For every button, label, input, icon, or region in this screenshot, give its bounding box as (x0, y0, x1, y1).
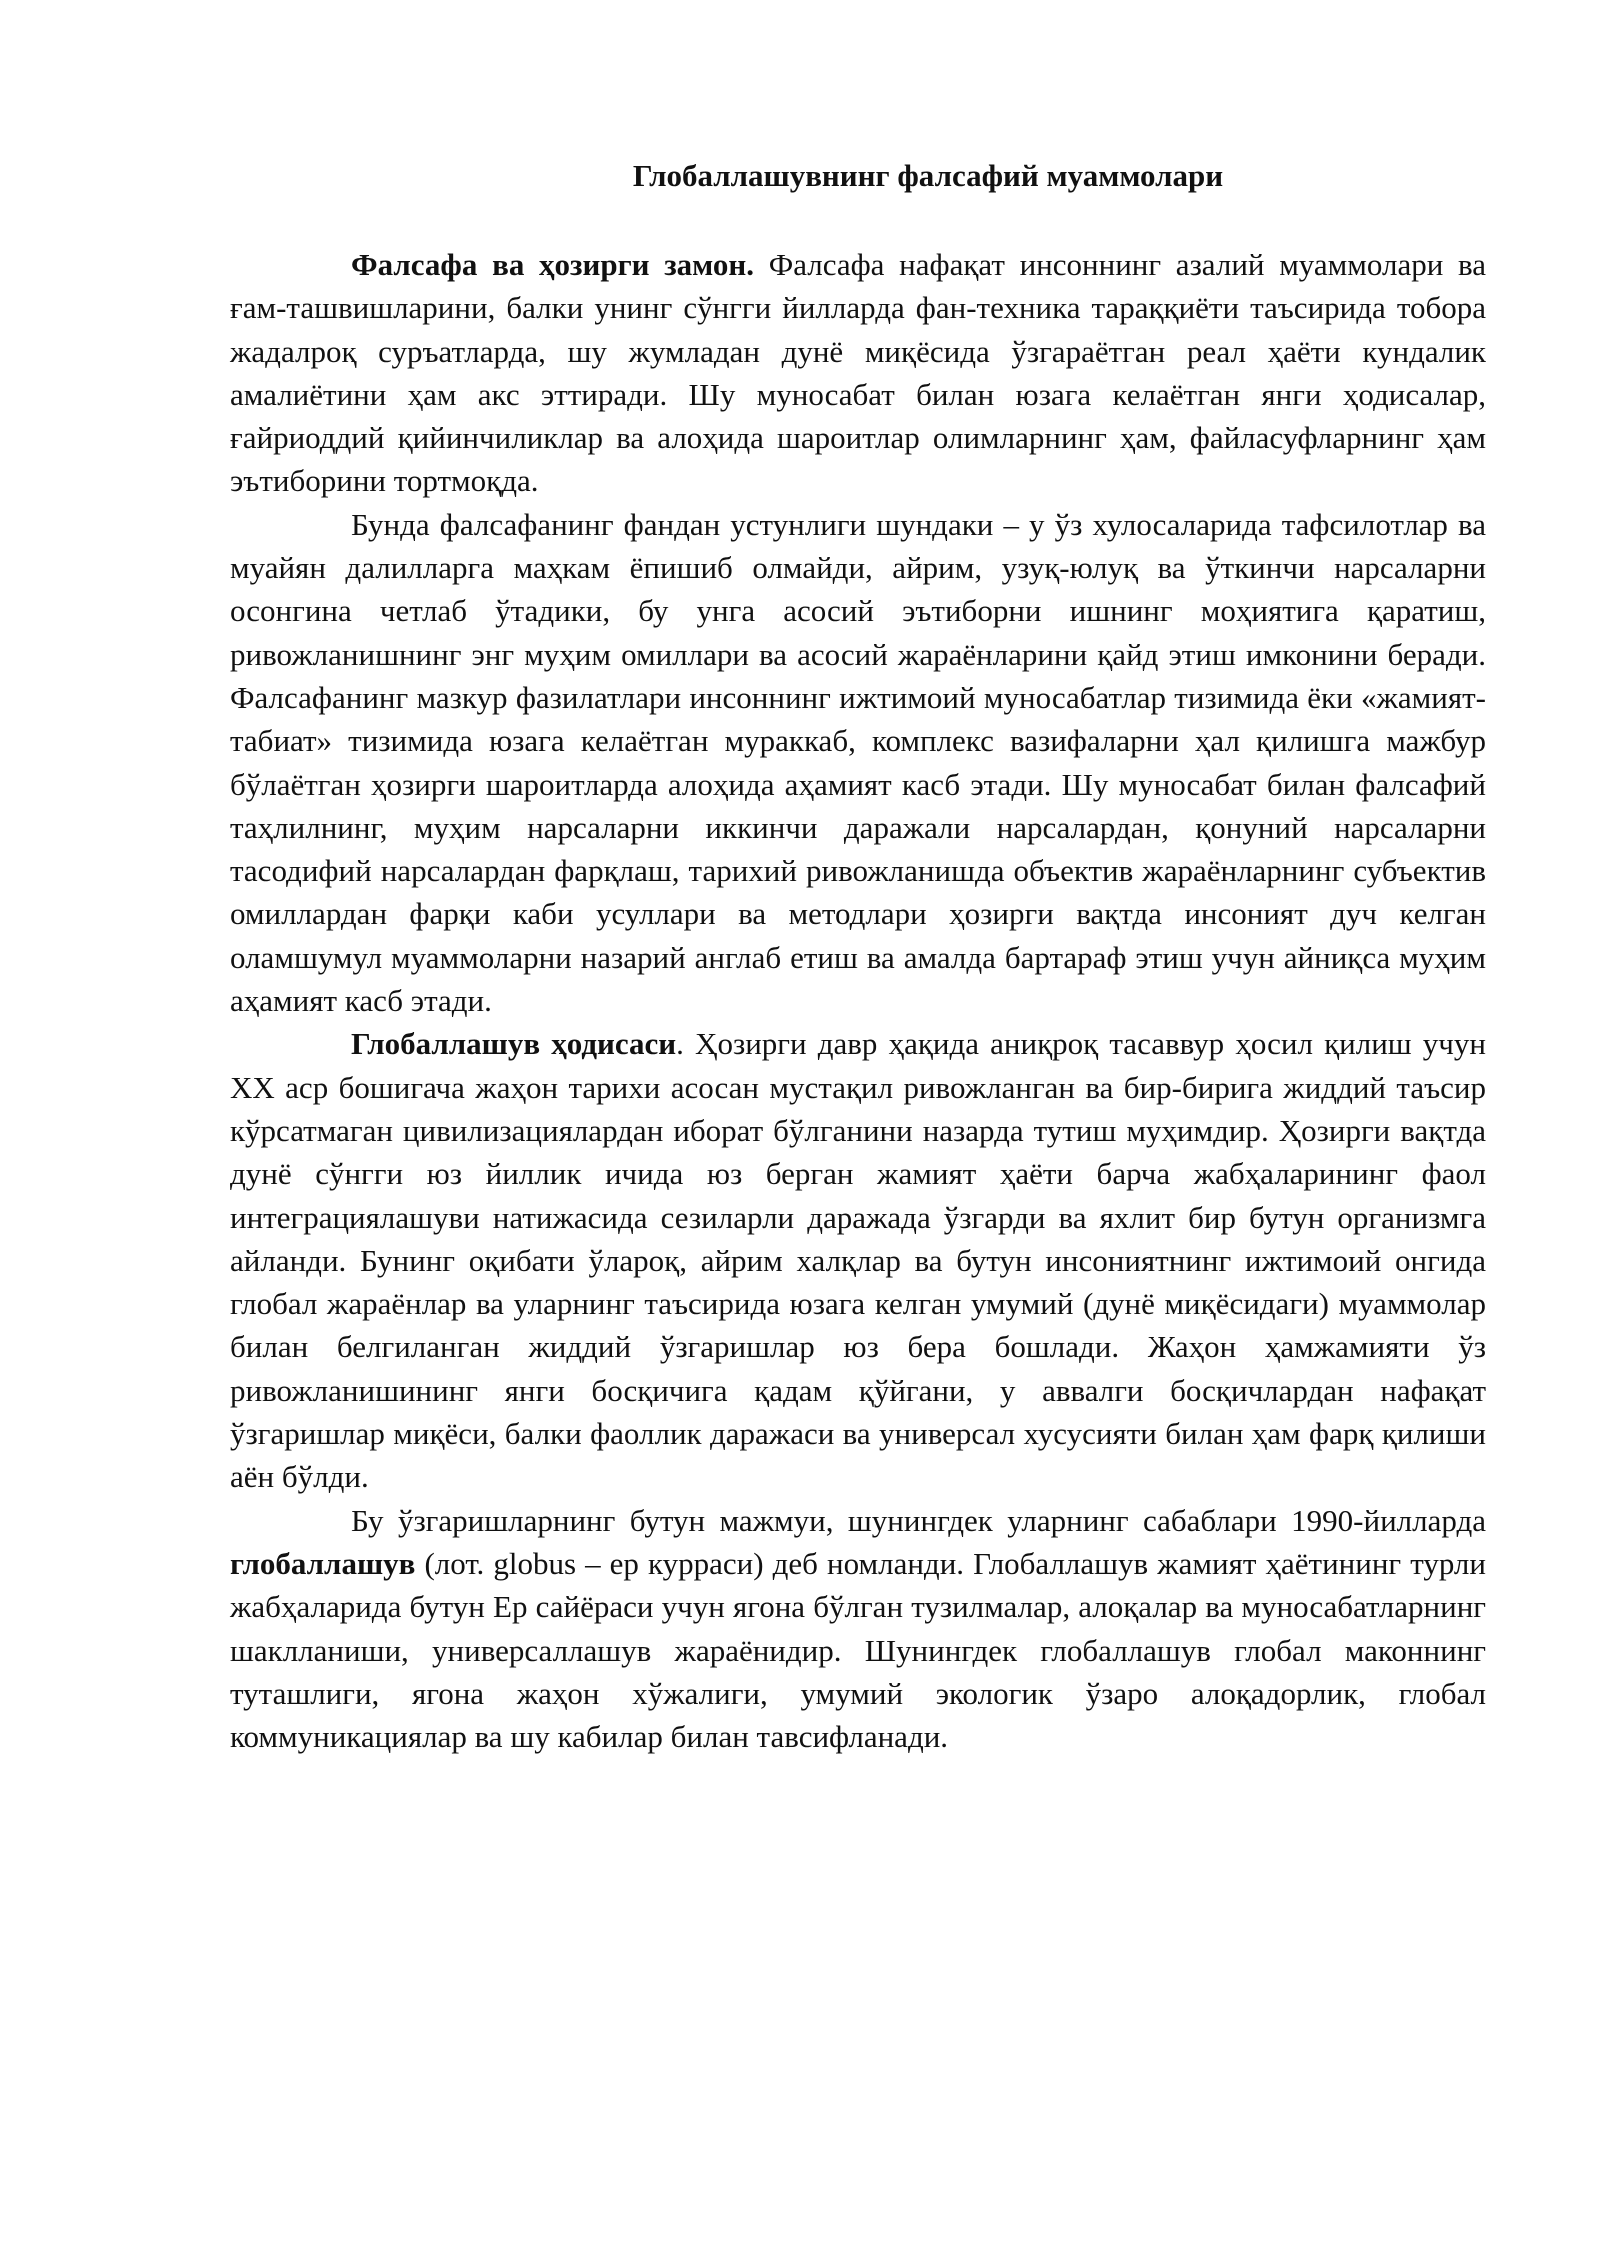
page-title: Глобаллашувнинг фалсафий муаммолари (632, 158, 1224, 193)
paragraph-4-text-end: (лот. globus – ер курраси) деб номланди. Глобаллашув жамият ҳаётининг турли жабҳаларида бутун Ер сайёраси учун ягона бўлган тузилмалар, алоқалар ва муносабатларнинг шаклланиши, универсаллашув жараёнидир. Шунингдек глобаллашув глобал маконнинг туташлиги, ягона жаҳон хўжалиги, умумий экологик ўзаро алоқадорлик, глобал коммуникациялар ва шу кабилар билан тавсифланади. (230, 1545, 1486, 1755)
paragraph-3-text: . Ҳозирги давр ҳақида аниқроқ тасаввур ҳосил қилиш учун XX аср бошигача жаҳон тарихи асосан мустақил ривожланган ва бир-бирига жиддий таъсир кўрсатмаган цивилизациялардан иборат бўлганини назарда тутиш муҳимдир. Ҳозирги вақтда дунё сўнгги юз йиллик ичида юз берган жамият ҳаёти барча жабҳаларининг фаол интеграциялашуви натижасида сезиларли даражада ўзгарди ва яхлит бир бутун организмга айланди. Бунинг оқибати ўлароқ, айрим халқлар ва бутун инсониятнинг ижтимоий онгида глобал жараёнлар ва уларнинг таъсирида юзага келган умумий (дунё миқёсидаги) муаммолар билан белгиланган жиддий ўзгаришлар юз бера бошлади. Жаҳон ҳамжамияти ўз ривожланишининг янги босқичига қадам қўйгани, у аввалги босқичлардан нафақат ўзгаришлар миқёси, балки фаоллик даражаси ва универсал хусусияти билан ҳам фарқ қилиши аён бўлди. (230, 1026, 1486, 1495)
paragraph-4-term: глобаллашув (230, 1545, 416, 1581)
paragraph-1-heading: Фалсафа ва ҳозирги замон. (351, 247, 754, 282)
paragraph-1-text: Фалсафа нафақат инсоннинг азалий муаммолари ва ғам-ташвишларини, балки унинг сўнгги йилларда фан-техника тараққиёти таъсирида тобора жадалроқ суръатларда, шу жумладан дунё миқёсида ўзгараётган реал ҳаёти кундалик амалиётини ҳам акс эттиради. Шу муносабат билан юзага келаётган янги ҳодисалар, ғайриоддий қийинчиликлар ва алоҳида шароитлар олимларнинг ҳам, файласуфларнинг ҳам эътиборини тортмоқда. (230, 247, 1486, 499)
paragraph-4-text-start: Бу ўзгаришларнинг бутун мажмуи, шунингдек уларнинг сабаблари 1990-йилларда (351, 1502, 1486, 1538)
paragraph-4 (230, 1499, 1486, 1759)
paragraph-2-text: Бунда фалсафанинг фандан устунлиги шундаки – у ўз хулосаларида тафсилотлар ва муайян далилларга маҳкам ёпишиб олмайди, айрим, узуқ-юлуқ ва ўткинчи нарсаларни осонгина четлаб ўтадики, бу унга асосий эътиборни ишнинг моҳиятига қаратиш, ривожланишнинг энг муҳим омиллари ва асосий жараёнларини қайд этиш имконини беради. Фалсафанинг мазкур фазилатлари инсоннинг ижтимоий муносабатлар тизимида ёки «жамият-табиат» тизимида юзага келаётган мураккаб, комплекс вазифаларни ҳал қилишга мажбур бўлаётган ҳозирги шароитларда алоҳида аҳамият касб этади. Шу муносабат билан фалсафий таҳлилнинг, муҳим нарсаларни иккинчи даражали нарсалардан, қонуний нарсаларни тасодифий нарсалардан фарқлаш, тарихий ривожланишда объектив жараёнларнинг субъектив омиллардан фарқи каби усуллари ва методлари ҳозирги вақтда инсоният дуч келган оламшумул муаммоларни назарий англаб етиш ва амалда бартараф этиш учун айниқса муҳим аҳамият касб этади. (230, 506, 1486, 1019)
paragraph-3 (230, 1022, 1486, 1498)
paragraph-1 (230, 243, 1486, 503)
paragraph-2 (230, 503, 1486, 1023)
document-body (230, 243, 1486, 1758)
paragraph-3-heading: Глобаллашув ҳодисаси (351, 1026, 677, 1062)
